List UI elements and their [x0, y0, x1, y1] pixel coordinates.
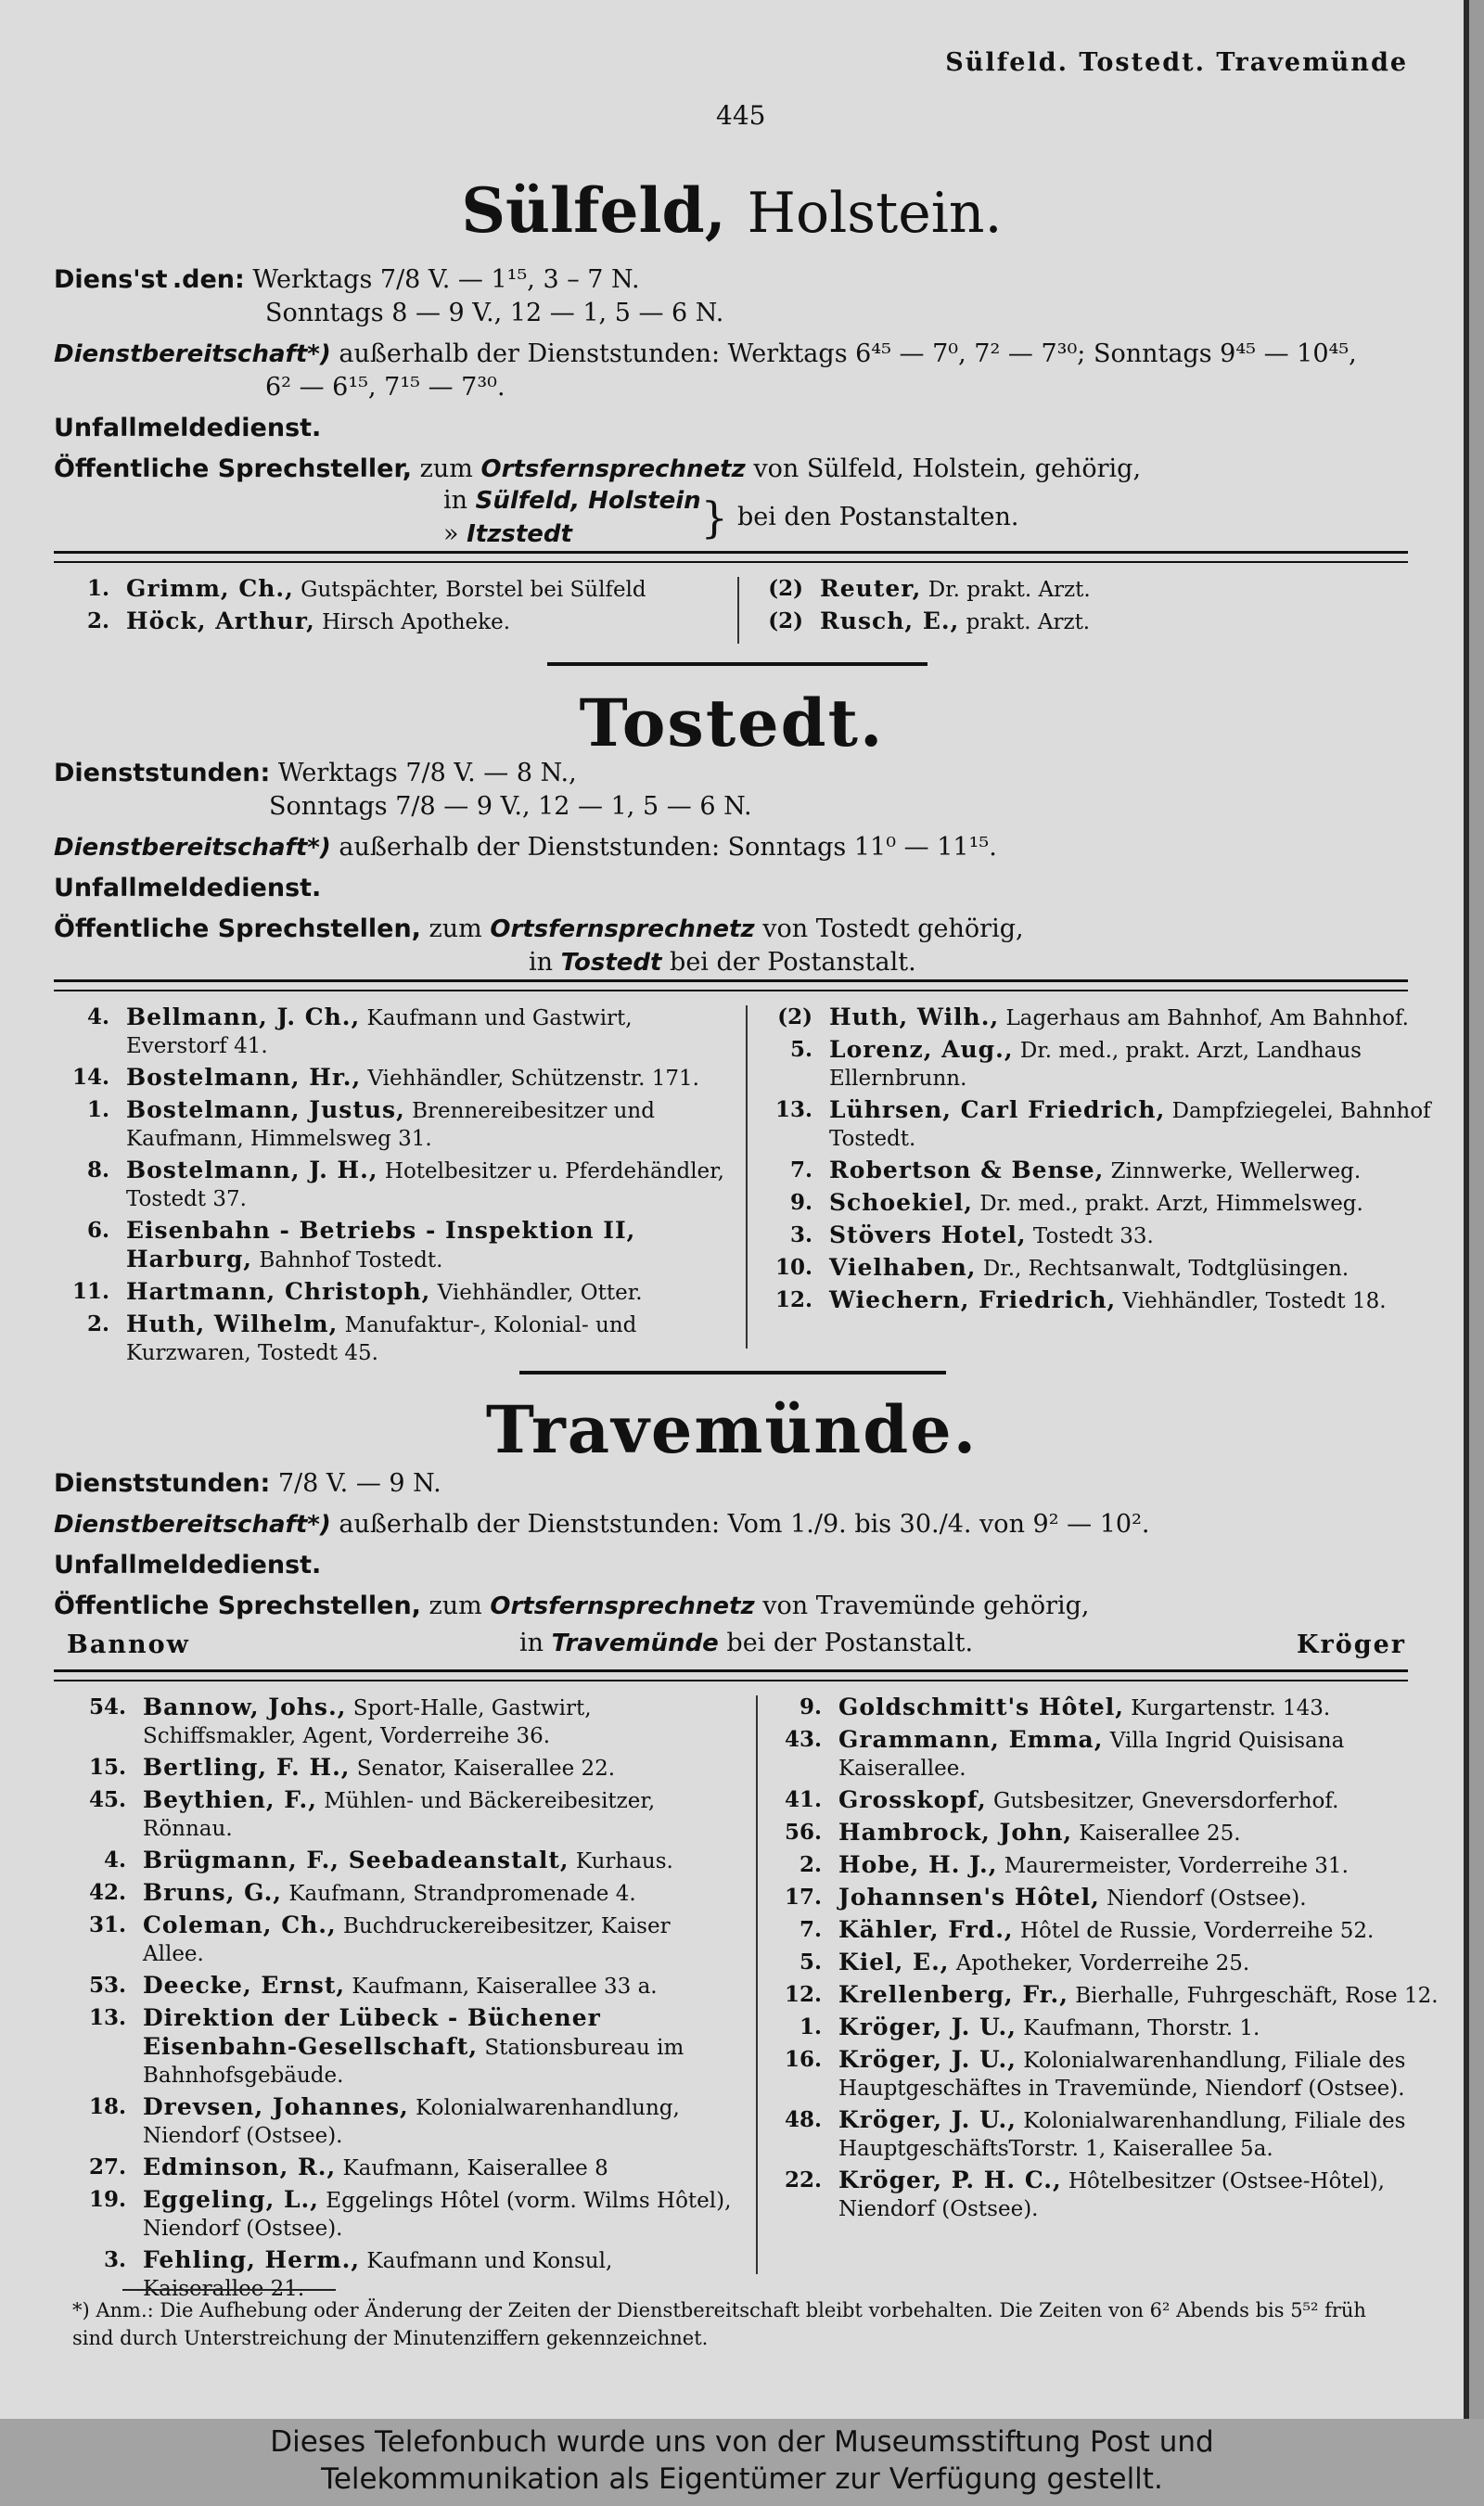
column-rule	[737, 577, 739, 644]
sulfeld-accident: Unfallmeldedienst.	[54, 414, 322, 442]
entry-number: 53.	[88, 1973, 126, 1998]
entry-number: 43.	[784, 1727, 822, 1752]
entry-name: Grosskopf,	[838, 1786, 987, 1813]
entry-description: Kolonialwarenhandlung, Filiale des Hauptgeschäftes in Travemünde, Niendorf (Ostsee).	[838, 2049, 1406, 2101]
list-item	[72, 2186, 736, 2243]
entry-number: 7.	[799, 1917, 822, 1942]
entry-text	[143, 2093, 736, 2150]
list-item	[72, 2093, 736, 2150]
entry-description: Kolonialwarenhandlung, Niendorf (Ostsee).	[143, 2096, 680, 2148]
list-item	[72, 1694, 736, 1750]
list-item	[768, 1694, 1454, 1722]
sulfeld-public-net: Ortsfernsprechnetz	[480, 455, 746, 483]
entry-text	[838, 1884, 1454, 1912]
list-item	[768, 1949, 1454, 1977]
section-rule	[54, 1669, 1408, 1681]
entry-number: 48.	[784, 2107, 822, 2132]
sulfeld-public-a: zum	[419, 454, 473, 483]
entry-description: Zinnwerke, Wellerweg.	[1110, 1159, 1362, 1183]
list-item	[72, 2004, 736, 2090]
entry-number: 1.	[86, 576, 109, 601]
entry-name: Bannow, Johs.,	[143, 1694, 347, 1720]
sulfeld-hours-label: Diens'st .den:	[54, 265, 245, 294]
entry-text	[829, 1157, 1445, 1185]
entry-description: Kurhaus.	[575, 1849, 673, 1873]
entry-description: Dr., Rechtsanwalt, Todtglüsingen.	[982, 1257, 1350, 1281]
entry-number: 22.	[784, 2167, 822, 2193]
list-item	[72, 1972, 736, 2001]
entry-name: Coleman, Ch.,	[143, 1911, 337, 1938]
tostedt-hours-1: Werktags 7/8 V. — 8 N.,	[277, 759, 577, 787]
entry-name: Johannsen's Hôtel,	[838, 1884, 1100, 1911]
section-rule	[54, 551, 1408, 563]
list-item	[72, 1911, 736, 1968]
list-item	[768, 2167, 1454, 2223]
entry-number: 18.	[88, 2094, 126, 2119]
entry-name: Bostelmann, J. H.,	[126, 1157, 378, 1183]
entry-number: 4.	[103, 1848, 126, 1873]
entry-description: Viehhändler, Otter.	[437, 1281, 643, 1305]
entry-text	[829, 1189, 1445, 1218]
list-item	[56, 1064, 729, 1093]
entry-text	[838, 1981, 1454, 2010]
list-item	[768, 1819, 1454, 1848]
list-item	[768, 1726, 1454, 1783]
list-item	[72, 2154, 736, 2182]
entry-description: Gutsbesitzer, Gneversdorferhof.	[993, 1789, 1339, 1813]
tostedt-hours-2: Sonntags 7/8 — 9 V., 12 — 1, 5 — 6 N.	[269, 792, 752, 821]
list-item	[768, 1884, 1454, 1912]
entry-text	[838, 1819, 1454, 1848]
tostedt-title: Tostedt.	[579, 684, 885, 761]
trave-ready-label: Dienstbereitschaft*)	[54, 1511, 331, 1539]
entry-description: Kaufmann und Konsul, Kaiserallee 21.	[143, 2249, 613, 2301]
list-item	[759, 1189, 1445, 1218]
entry-description: prakt. Arzt.	[966, 610, 1091, 634]
entry-description: Viehhändler, Tostedt 18.	[1122, 1289, 1387, 1313]
footnote: *) Anm.: Die Aufhebung oder Änderung der Zeiten der Dienstbereitschaft bleibt vorbehalten. Die Zeiten von 6² Abends bis 5⁵² früh sind durch Unterstreichung der Minutenziffern gekennzeichnet.	[72, 2299, 1366, 2349]
entry-name: Vielhaben,	[829, 1254, 977, 1281]
entry-text	[126, 1311, 729, 1367]
entry-number: (2)	[777, 1004, 812, 1029]
entry-name: Beythien, F.,	[143, 1786, 317, 1813]
entry-name: Drevsen, Johannes,	[143, 2093, 409, 2120]
entry-name: Bruns, G.,	[143, 1879, 283, 1906]
donation-banner	[0, 2419, 1484, 2506]
entry-description: Sport-Halle, Gastwirt, Schiffsmakler, Agent, Vorderreihe 36.	[143, 1696, 592, 1748]
list-item	[56, 1217, 729, 1274]
entry-name: Kröger, J. U.,	[838, 2014, 1017, 2040]
entry-name: Brügmann, F., Seebadeanstalt,	[143, 1847, 569, 1873]
sulfeld-list-right	[749, 575, 1417, 640]
trave-list-right	[768, 1694, 1454, 2227]
entry-name: Huth, Wilh.,	[829, 1004, 1000, 1030]
list-item	[768, 1981, 1454, 2010]
entry-number: 11.	[71, 1279, 109, 1304]
entry-number: 14.	[71, 1065, 109, 1090]
entry-name: Bellmann, J. Ch.,	[126, 1004, 361, 1030]
entry-name: Krellenberg, Fr.,	[838, 1981, 1068, 2008]
entry-name: Kiel, E.,	[838, 1949, 950, 1975]
entry-description: Buchdruckereibesitzer, Kaiser Allee.	[143, 1914, 671, 1966]
list-item	[749, 607, 1417, 636]
entry-text	[126, 1064, 729, 1093]
trave-place-pre: in	[519, 1629, 544, 1657]
entry-number: 12.	[784, 1982, 822, 2007]
entry-name: Wiechern, Friedrich,	[829, 1286, 1117, 1313]
entry-name: Eggeling, L.,	[143, 2186, 319, 2213]
entry-description: Stationsbureau im Bahnhofsgebäude.	[143, 2036, 684, 2088]
entry-number: 31.	[88, 1912, 126, 1937]
entry-name: Goldschmitt's Hôtel,	[838, 1694, 1124, 1720]
tostedt-public-a: zum	[429, 914, 482, 943]
sulfeld-places-suffix: bei den Postanstalten.	[736, 503, 1019, 531]
entry-number: 5.	[789, 1037, 812, 1062]
entry-number: 19.	[88, 2187, 126, 2212]
sulfeld-info	[54, 260, 1408, 551]
entry-description: Villa Ingrid Quisisana Kaiserallee.	[838, 1729, 1345, 1781]
trave-hours-label: Dienststunden:	[54, 1469, 271, 1498]
tostedt-info	[54, 753, 1408, 983]
entry-description: Niendorf (Ostsee).	[1107, 1886, 1307, 1911]
entry-name: Deecke, Ernst,	[143, 1972, 346, 1999]
sulfeld-place-1-pre: in	[443, 486, 468, 515]
entry-name: Grimm, Ch.,	[126, 575, 294, 602]
entry-text	[838, 1786, 1454, 1815]
entry-description: Bierhalle, Fuhrgeschäft, Rose 12.	[1075, 1984, 1439, 2008]
entry-text	[143, 2004, 736, 2090]
trave-public-label: Öffentliche Sprechstellen,	[54, 1592, 421, 1620]
entry-description: Tostedt 33.	[1032, 1224, 1154, 1248]
entry-description: Eggelings Hôtel (vorm. Wilms Hôtel), Niendorf (Ostsee).	[143, 2189, 732, 2241]
entry-description: Apotheker, Vorderreihe 25.	[955, 1951, 1250, 1975]
list-item	[56, 1096, 729, 1153]
sulfeld-hours-1: Werktags 7/8 V. — 1¹⁵, 3 – 7 N.	[252, 265, 640, 294]
list-item	[759, 1157, 1445, 1185]
entry-name: Grammann, Emma,	[838, 1726, 1104, 1753]
tostedt-list-right	[759, 1004, 1445, 1319]
entry-number: 13.	[88, 2005, 126, 2030]
entry-text	[126, 1157, 729, 1213]
list-item	[56, 1004, 729, 1060]
entry-name: Robertson & Bense,	[829, 1157, 1105, 1183]
entry-number: 9.	[799, 1694, 822, 1720]
banner-line-1: Dieses Telefonbuch wurde uns von der Museumsstiftung Post und	[270, 2425, 1214, 2459]
sulfeld-public-b: von Sülfeld, Holstein, gehörig,	[753, 454, 1142, 483]
list-item	[759, 1254, 1445, 1283]
list-item	[768, 1851, 1454, 1880]
sulfeld-place-2-pre: »	[443, 519, 459, 548]
entry-name: Hartmann, Christoph,	[126, 1278, 431, 1305]
list-item	[72, 1847, 736, 1875]
sulfeld-title	[0, 174, 1464, 247]
entry-number: 1.	[799, 2014, 822, 2039]
entry-text	[820, 575, 1417, 604]
trave-public-b: von Travemünde gehörig,	[762, 1592, 1090, 1620]
list-item	[749, 575, 1417, 604]
entry-name: Kröger, P. H. C.,	[838, 2167, 1062, 2193]
entry-number: 41.	[784, 1787, 822, 1812]
entry-text	[143, 1879, 736, 1908]
trave-public-a: zum	[429, 1592, 482, 1620]
trave-place-suffix: bei der Postanstalt.	[726, 1629, 974, 1657]
entry-description: Dampfziegelei, Bahnhof Tostedt.	[829, 1099, 1431, 1151]
running-head: Sülfeld. Tostedt. Travemünde	[945, 48, 1408, 77]
entry-text	[829, 1221, 1445, 1250]
entry-name: Reuter,	[820, 575, 922, 602]
brace-glyph: }	[700, 492, 728, 543]
column-rule	[746, 1005, 748, 1349]
list-item	[768, 1916, 1454, 1945]
entry-description: Brennereibesitzer und Kaufmann, Himmelsweg 31.	[126, 1099, 655, 1151]
entry-text	[838, 1916, 1454, 1945]
entry-description: Kolonialwarenhandlung, Filiale des HauptgeschäftsTorstr. 1, Kaiserallee 5a.	[838, 2109, 1406, 2161]
list-item	[768, 2046, 1454, 2103]
list-item	[56, 1278, 729, 1307]
entry-name: Bostelmann, Justus,	[126, 1096, 405, 1123]
entry-name: Hobe, H. J.,	[838, 1851, 998, 1878]
entry-text	[143, 2246, 736, 2303]
entry-description: Lagerhaus am Bahnhof, Am Bahnhof.	[1005, 1006, 1409, 1030]
entry-name: Kähler, Frd.,	[838, 1916, 1014, 1943]
entry-name: Kröger, J. U.,	[838, 2046, 1017, 2073]
footnote-rule	[122, 2289, 336, 2291]
trave-accident: Unfallmeldedienst.	[54, 1551, 322, 1579]
entry-text	[838, 2046, 1454, 2103]
entry-number: 3.	[789, 1222, 812, 1247]
tostedt-public-b: von Tostedt gehörig,	[762, 914, 1024, 943]
entry-number: 12.	[774, 1287, 812, 1312]
entry-number: 13.	[774, 1097, 812, 1122]
entry-description: Kaufmann, Kaiserallee 33 a.	[352, 1975, 658, 1999]
entry-text	[126, 1217, 729, 1274]
entry-text	[820, 607, 1417, 636]
list-item	[759, 1004, 1445, 1032]
entry-description: Dr. med., prakt. Arzt, Landhaus Ellernbrunn.	[829, 1039, 1362, 1091]
entry-name: Lührsen, Carl Friedrich,	[829, 1096, 1166, 1123]
sulfeld-list-left	[56, 575, 723, 640]
tostedt-place-pre: in	[529, 948, 554, 977]
entry-number: 15.	[88, 1755, 126, 1780]
sulfeld-public-label: Öffentliche Sprechsteller,	[54, 454, 413, 483]
trave-place: Travemünde	[551, 1630, 719, 1657]
entry-name: Hambrock, John,	[838, 1819, 1073, 1846]
sulfeld-place-1: Sülfeld, Holstein	[475, 487, 701, 515]
entry-text	[143, 2154, 736, 2182]
entry-number: 10.	[774, 1255, 812, 1280]
entry-text	[829, 1004, 1445, 1032]
entry-name: Bostelmann, Hr.,	[126, 1064, 362, 1091]
entry-text	[838, 2106, 1454, 2163]
list-item	[72, 1786, 736, 1843]
entry-description: Kaufmann, Strandpromenade 4.	[288, 1882, 636, 1906]
sulfeld-ready-label: Dienstbereitschaft*)	[54, 340, 331, 368]
entry-text	[838, 1851, 1454, 1880]
entry-text	[143, 1786, 736, 1843]
list-item	[759, 1036, 1445, 1093]
entry-text	[838, 1726, 1454, 1783]
tostedt-public-net: Ortsfernsprechnetz	[490, 915, 755, 943]
edge-word-right: Kröger	[1297, 1630, 1406, 1659]
entry-number: 6.	[86, 1218, 109, 1243]
entry-text	[838, 1949, 1454, 1977]
entry-description: Gutspächter, Borstel bei Sülfeld	[301, 578, 646, 602]
list-item	[56, 1311, 729, 1367]
list-item	[56, 575, 723, 604]
entry-text	[829, 1096, 1445, 1153]
entry-description: Mühlen- und Bäckereibesitzer, Rönnau.	[143, 1789, 656, 1841]
entry-name: Schoekiel,	[829, 1189, 973, 1216]
list-item	[72, 1879, 736, 1908]
list-item	[72, 2246, 736, 2303]
entry-number: 27.	[88, 2154, 126, 2180]
tostedt-list-left	[56, 1004, 729, 1371]
sulfeld-ready-text: außerhalb der Dienststunden: Werktags 6⁴⁵ — 7⁰, 7² — 7³⁰; Sonntags 9⁴⁵ — 10⁴⁵,	[339, 339, 1357, 368]
list-item	[759, 1221, 1445, 1250]
entry-description: Dr. prakt. Arzt.	[928, 578, 1091, 602]
edge-word-left: Bannow	[67, 1630, 190, 1659]
entry-number: 54.	[88, 1694, 126, 1720]
tostedt-ready-label: Dienstbereitschaft*)	[54, 834, 331, 862]
entry-name: Bertling, F. H.,	[143, 1754, 351, 1781]
entry-description: Hirsch Apotheke.	[322, 610, 511, 634]
entry-description: Dr. med., prakt. Arzt, Himmelsweg.	[979, 1192, 1363, 1216]
trave-public-net: Ortsfernsprechnetz	[490, 1592, 755, 1620]
page-number: 445	[716, 100, 766, 131]
tostedt-public-label: Öffentliche Sprechstellen,	[54, 914, 421, 943]
entry-number: 2.	[86, 1311, 109, 1336]
entry-description: Hôtel de Russie, Vorderreihe 52.	[1019, 1919, 1375, 1943]
tostedt-accident: Unfallmeldedienst.	[54, 874, 322, 902]
entry-number: 2.	[86, 608, 109, 633]
column-rule	[756, 1695, 758, 2274]
entry-name: Direktion der Lübeck - Büchener Eisenbahn-Gesellschaft,	[143, 2004, 601, 2060]
entry-text	[143, 1754, 736, 1783]
entry-number: (2)	[768, 576, 803, 601]
entry-description: Kaiserallee 25.	[1079, 1822, 1241, 1846]
entry-name: Eisenbahn - Betriebs - Inspektion II, Harburg,	[126, 1217, 636, 1272]
entry-text	[143, 1911, 736, 1968]
entry-description: Kaufmann und Gastwirt, Everstorf 41.	[126, 1006, 633, 1058]
travemuende-info	[54, 1464, 1408, 1664]
entry-name: Rusch, E.,	[820, 607, 960, 634]
entry-name: Fehling, Herm.,	[143, 2246, 361, 2273]
entry-description: Maurermeister, Vorderreihe 31.	[1004, 1854, 1349, 1878]
entry-description: Kaufmann, Kaiserallee 8	[342, 2156, 608, 2180]
entry-text	[838, 2014, 1454, 2042]
tostedt-ready-text: außerhalb der Dienststunden: Sonntags 11⁰ — 11¹⁵.	[339, 833, 997, 862]
sulfeld-title-sub: Holstein.	[747, 181, 1003, 246]
entry-description: Kurgartenstr. 143.	[1131, 1696, 1331, 1720]
entry-description: Kaufmann, Thorstr. 1.	[1023, 2016, 1260, 2040]
travemuende-title: Travemünde.	[485, 1391, 979, 1468]
sulfeld-title-name: Sülfeld,	[461, 174, 726, 247]
entry-text	[143, 1847, 736, 1875]
trave-hours-1: 7/8 V. — 9 N.	[277, 1469, 441, 1498]
town-separator	[547, 662, 928, 666]
trave-ready-text: außerhalb der Dienststunden: Vom 1./9. bis 30./4. von 9² — 10².	[339, 1510, 1150, 1539]
entry-description: Hotelbesitzer u. Pferdehändler, Tostedt 37.	[126, 1159, 724, 1211]
entry-text	[126, 1004, 729, 1060]
entry-description: Manufaktur-, Kolonial- und Kurzwaren, Tostedt 45.	[126, 1313, 637, 1365]
entry-text	[126, 1096, 729, 1153]
entry-name: Huth, Wilhelm,	[126, 1311, 339, 1337]
entry-number: 42.	[88, 1880, 126, 1905]
list-item	[759, 1096, 1445, 1153]
entry-text	[126, 607, 723, 636]
sulfeld-places	[54, 484, 1408, 551]
entry-number: 45.	[88, 1787, 126, 1812]
sulfeld-place-2: Itzstedt	[467, 520, 572, 548]
entry-name: Edminson, R.,	[143, 2154, 337, 2180]
banner-line-2: Telekommunikation als Eigentümer zur Verfügung gestellt.	[321, 2462, 1163, 2496]
entry-number: 5.	[799, 1950, 822, 1975]
entry-text	[829, 1286, 1445, 1315]
entry-number: 7.	[789, 1157, 812, 1183]
list-item	[759, 1286, 1445, 1315]
tostedt-place-suffix: bei der Postanstalt.	[670, 948, 916, 977]
list-item	[768, 1786, 1454, 1815]
entry-name: Höck, Arthur,	[126, 607, 315, 634]
list-item	[768, 2014, 1454, 2042]
entry-number: (2)	[768, 608, 803, 633]
entry-number: 2.	[799, 1852, 822, 1877]
town-separator	[519, 1371, 946, 1374]
sulfeld-ready-text-2: 6² — 6¹⁵, 7¹⁵ — 7³⁰.	[265, 373, 505, 402]
entry-name: Kröger, J. U.,	[838, 2106, 1017, 2133]
entry-name: Lorenz, Aug.,	[829, 1036, 1014, 1063]
entry-number: 9.	[789, 1190, 812, 1215]
list-item	[72, 1754, 736, 1783]
entry-description: Bahnhof Tostedt.	[259, 1248, 443, 1272]
entry-description: Viehhändler, Schützenstr. 171.	[367, 1067, 699, 1091]
entry-text	[143, 1972, 736, 2001]
entry-text	[829, 1036, 1445, 1093]
trave-list-left	[72, 1694, 736, 2307]
entry-number: 1.	[86, 1097, 109, 1122]
entry-description: Hôtelbesitzer (Ostsee-Hôtel), Niendorf (Ostsee).	[838, 2169, 1385, 2221]
entry-text	[838, 1694, 1454, 1722]
entry-text	[829, 1254, 1445, 1283]
entry-number: 17.	[784, 1885, 822, 1910]
sulfeld-hours-2: Sonntags 8 — 9 V., 12 — 1, 5 — 6 N.	[265, 299, 724, 327]
tostedt-place: Tostedt	[560, 949, 662, 977]
entry-number: 16.	[784, 2047, 822, 2072]
entry-name: Stövers Hotel,	[829, 1221, 1027, 1248]
list-item	[768, 2106, 1454, 2163]
section-rule	[54, 979, 1408, 991]
entry-description: Senator, Kaiserallee 22.	[356, 1757, 616, 1781]
entry-number: 56.	[784, 1820, 822, 1845]
entry-number: 8.	[86, 1157, 109, 1183]
entry-text	[838, 2167, 1454, 2223]
entry-number: 3.	[103, 2247, 126, 2272]
list-item	[56, 1157, 729, 1213]
tostedt-hours-label: Dienststunden:	[54, 759, 271, 787]
entry-text	[143, 1694, 736, 1750]
entry-text	[143, 2186, 736, 2243]
entry-text	[126, 1278, 729, 1307]
list-item	[56, 607, 723, 636]
entry-text	[126, 575, 723, 604]
entry-number: 4.	[86, 1004, 109, 1029]
